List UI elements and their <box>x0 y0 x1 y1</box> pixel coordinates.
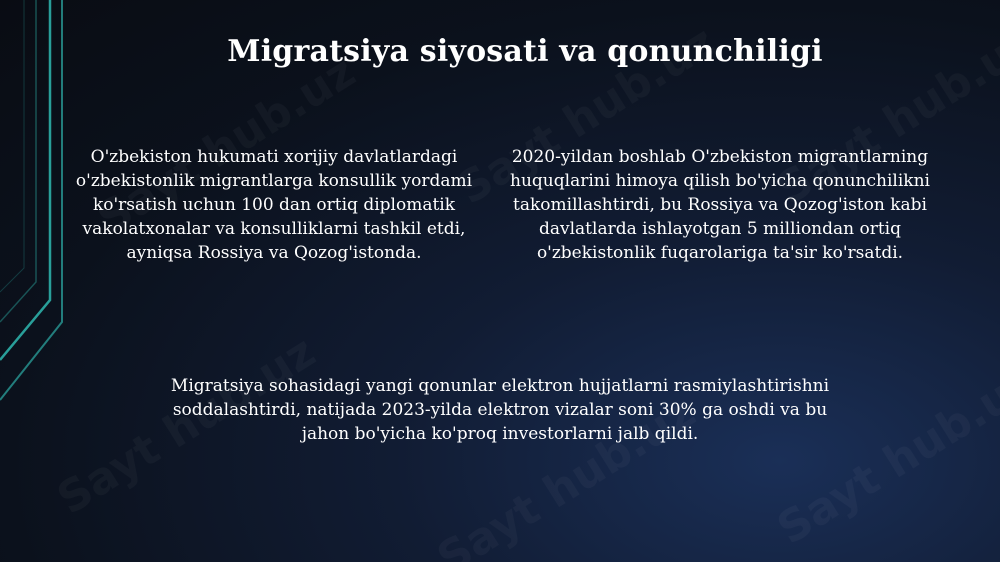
paragraph-electronic-visas: Migratsiya sohasidagi yangi qonunlar elektron hujjatlarni rasmiylashtirishni soddalashtirdi, natijada 2023-yilda elektron vizalar soni 30% ga oshdi va bu jahon bo'yicha ko'proq investorlarni jalb qildi. <box>170 376 830 444</box>
slide-title: Migratsiya siyosati va qonunchiligi <box>227 34 823 69</box>
teal-line-decoration <box>0 0 80 562</box>
paragraph-legislation-2020: 2020-yildan boshlab O'zbekiston migrantlarning huquqlarini himoya qilish bo'yicha qonunchilikni takomillashtirdi, bu Rossiya va Qozog'iston kabi davlatlarda ishlayotgan 5 milliondan ortiq o'zbekistonlik fuqarolariga ta'sir ko'rsatdi. <box>510 147 930 263</box>
paragraph-consular-support: O'zbekiston hukumati xorijiy davlatlardagi o'zbekistonlik migrantlarga konsullik yordami ko'rsatish uchun 100 dan ortiq diplomatik vakolatxonalar va konsulliklarni tashkil etdi, ayniqsa Rossiya va Qozog'istonda. <box>75 147 473 263</box>
